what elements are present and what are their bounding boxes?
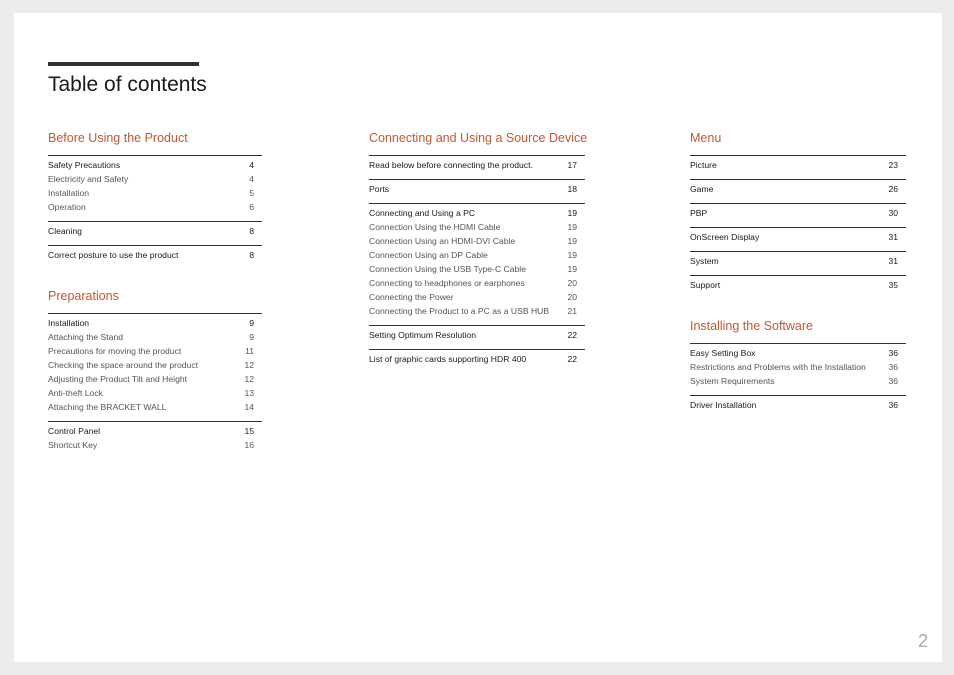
toc-entry-installation[interactable] — [48, 316, 262, 330]
toc-entry-page: 31 — [888, 232, 898, 242]
toc-entry-page: 22 — [567, 330, 577, 340]
toc-group — [690, 155, 906, 172]
toc-entry-label: System Requirements — [690, 376, 775, 386]
toc-entry-page: 19 — [567, 208, 577, 218]
page-number: 2 — [917, 631, 928, 651]
section-title: Installing the Software — [690, 319, 813, 333]
toc-entry-ports[interactable] — [369, 182, 585, 196]
toc-entry-page: 17 — [567, 160, 577, 170]
toc-group — [690, 343, 906, 388]
toc-entry-pbp[interactable] — [690, 206, 906, 220]
toc-entry-page: 11 — [245, 346, 254, 356]
toc-entry-connection-using-an-dp-cable[interactable] — [369, 248, 585, 262]
toc-entry-page: 19 — [567, 250, 577, 260]
toc-entry-label: Setting Optimum Resolution — [369, 330, 476, 340]
toc-entry-page: 31 — [888, 256, 898, 266]
toc-entry-electricity-and-safety[interactable] — [48, 172, 262, 186]
toc-entry-label: Operation — [48, 202, 86, 212]
toc-entry-support[interactable] — [690, 278, 906, 292]
toc-entry-label: Restrictions and Problems with the Installation — [690, 362, 866, 372]
toc-entry-page: 22 — [567, 354, 577, 364]
toc-entry-page: 14 — [244, 402, 254, 412]
toc-entry-label: Installation — [48, 188, 90, 198]
section-title: Before Using the Product — [48, 131, 188, 145]
toc-entry-page: 30 — [888, 208, 898, 218]
toc-group — [48, 155, 262, 214]
toc-section-before-using-the-product — [48, 130, 262, 262]
page-title: Table of contents — [48, 73, 207, 96]
toc-entry-label: Connection Using the HDMI Cable — [369, 222, 501, 232]
toc-entry-label: Driver Installation — [690, 400, 757, 410]
toc-entry-label: Connection Using an DP Cable — [369, 250, 488, 260]
toc-section-preparations — [48, 288, 262, 452]
toc-entry-label: Attaching the BRACKET WALL — [48, 402, 167, 412]
toc-group — [690, 179, 906, 196]
toc-entry-label: Connection Using an HDMI-DVI Cable — [369, 236, 516, 246]
section-title: Connecting and Using a Source Device — [369, 131, 588, 145]
toc-entry-label: Connecting and Using a PC — [369, 208, 476, 218]
toc-entry-attaching-the-stand[interactable] — [48, 330, 262, 344]
toc-entry-page: 12 — [244, 360, 254, 370]
toc-entry-label: Electricity and Safety — [48, 174, 129, 184]
toc-entry-connecting-the-product-to-a-pc-as-a-usb-hub[interactable] — [369, 304, 585, 318]
toc-entry-anti-theft-lock[interactable] — [48, 386, 262, 400]
toc-entry-label: List of graphic cards supporting HDR 400 — [369, 354, 527, 364]
toc-entry-shortcut-key[interactable] — [48, 438, 262, 452]
toc-entry-page: 4 — [249, 174, 254, 184]
toc-entry-page: 20 — [567, 292, 577, 302]
toc-entry-system-requirements[interactable] — [690, 374, 906, 388]
toc-entry-page: 36 — [888, 348, 898, 358]
toc-group — [48, 245, 262, 262]
toc-entry-page: 18 — [567, 184, 577, 194]
toc-entry-label: Adjusting the Product Tilt and Height — [48, 374, 188, 384]
toc-section-installing-the-software — [690, 318, 906, 412]
toc-group — [369, 155, 585, 172]
toc-entry-label: PBP — [690, 208, 708, 218]
toc-group — [48, 221, 262, 238]
toc-entry-label: Correct posture to use the product — [48, 250, 179, 260]
toc-entry-picture[interactable] — [690, 158, 906, 172]
toc-section-menu — [690, 130, 906, 292]
toc-entry-system[interactable] — [690, 254, 906, 268]
toc-entry-safety-precautions[interactable] — [48, 158, 262, 172]
toc-entry-page: 19 — [567, 264, 577, 274]
toc-entry-label: Ports — [369, 184, 390, 194]
toc-entry-connecting-the-power[interactable] — [369, 290, 585, 304]
toc-entry-page: 6 — [249, 202, 254, 212]
section-title: Preparations — [48, 289, 119, 303]
toc-entry-page: 8 — [249, 226, 254, 236]
toc-entry-page: 8 — [249, 250, 254, 260]
toc-entry-label: OnScreen Display — [690, 232, 760, 242]
toc-group — [690, 275, 906, 292]
toc-entry-control-panel[interactable] — [48, 424, 262, 438]
toc-entry-connection-using-the-usb-type-c-cable[interactable] — [369, 262, 585, 276]
toc-entry-correct-posture-to-use-the-product[interactable] — [48, 248, 262, 262]
toc-entry-page: 26 — [888, 184, 898, 194]
toc-entry-connection-using-an-hdmi-dvi-cable[interactable] — [369, 234, 585, 248]
toc-entry-connection-using-the-hdmi-cable[interactable] — [369, 220, 585, 234]
toc-entry-page: 20 — [567, 278, 577, 288]
toc-group — [369, 325, 585, 342]
toc-entry-label: Attaching the Stand — [48, 332, 124, 342]
toc-entry-restrictions-and-problems-with-the-installation[interactable] — [690, 360, 906, 374]
toc-entry-page: 23 — [888, 160, 898, 170]
toc-column-1 — [48, 130, 262, 478]
toc-column-3 — [690, 130, 906, 438]
toc-entry-page: 19 — [567, 222, 577, 232]
document-page — [14, 13, 942, 662]
toc-entry-adjusting-the-product-tilt-and-height[interactable] — [48, 372, 262, 386]
toc-entry-page: 13 — [244, 388, 254, 398]
toc-entry-label: Checking the space around the product — [48, 360, 199, 370]
toc-entry-label: Connecting the Power — [369, 292, 454, 302]
toc-entry-page: 36 — [888, 400, 898, 410]
toc-entry-list-of-graphic-cards-supporting-hdr-400[interactable] — [369, 352, 585, 366]
toc-entry-page: 9 — [249, 332, 254, 342]
toc-entry-label: Safety Precautions — [48, 160, 121, 170]
toc-section-connecting-and-using-a-source-device — [369, 130, 588, 366]
toc-entry-label: Easy Setting Box — [690, 348, 756, 358]
toc-entry-driver-installation[interactable] — [690, 398, 906, 412]
toc-entry-precautions-for-moving-the-product[interactable] — [48, 344, 262, 358]
toc-entry-cleaning[interactable] — [48, 224, 262, 238]
toc-group — [690, 395, 906, 412]
toc-entry-label: Installation — [48, 318, 90, 328]
toc-group — [48, 421, 262, 452]
toc-entry-connecting-to-headphones-or-earphones[interactable] — [369, 276, 585, 290]
toc-column-2 — [369, 130, 588, 392]
toc-entry-label: Support — [690, 280, 721, 290]
toc-entry-checking-the-space-around-the-product[interactable] — [48, 358, 262, 372]
toc-group — [690, 203, 906, 220]
toc-entry-installation[interactable] — [48, 186, 262, 200]
toc-entry-label: Read below before connecting the product. — [369, 160, 533, 170]
toc-entry-label: Precautions for moving the product — [48, 346, 182, 356]
toc-entry-label: Anti-theft Lock — [48, 388, 103, 398]
toc-entry-attaching-the-bracket-wall[interactable] — [48, 400, 262, 414]
toc-entry-page: 16 — [244, 440, 254, 450]
toc-group — [48, 313, 262, 414]
toc-group — [369, 203, 585, 318]
toc-entry-connecting-and-using-a-pc[interactable] — [369, 206, 585, 220]
toc-group — [690, 251, 906, 268]
toc-entry-page: 15 — [244, 426, 254, 436]
toc-entry-page: 4 — [249, 160, 254, 170]
toc-entry-onscreen-display[interactable] — [690, 230, 906, 244]
toc-group — [690, 227, 906, 244]
toc-entry-page: 5 — [249, 188, 254, 198]
toc-entry-label: Connecting the Product to a PC as a USB HUB — [369, 306, 550, 316]
toc-entry-label: Picture — [690, 160, 717, 170]
section-title: Menu — [690, 131, 722, 145]
toc-entry-page: 21 — [567, 306, 577, 316]
toc-entry-page: 36 — [888, 376, 898, 386]
toc-entry-label: Control Panel — [48, 426, 101, 436]
toc-entry-operation[interactable] — [48, 200, 262, 214]
toc-entry-label: System — [690, 256, 719, 266]
title-accent-bar — [48, 62, 199, 66]
toc-entry-easy-setting-box[interactable] — [690, 346, 906, 360]
toc-entry-label: Connecting to headphones or earphones — [369, 278, 525, 288]
toc-group — [369, 349, 585, 366]
toc-entry-label: Cleaning — [48, 226, 82, 236]
toc-entry-read-below-before-connecting-the-product[interactable] — [369, 158, 585, 172]
toc-entry-label: Shortcut Key — [48, 440, 98, 450]
toc-entry-page: 9 — [249, 318, 254, 328]
toc-entry-page: 12 — [244, 374, 254, 384]
toc-entry-page: 35 — [888, 280, 898, 290]
toc-group — [369, 179, 585, 196]
toc-entry-page: 36 — [888, 362, 898, 372]
toc-entry-label: Game — [690, 184, 714, 194]
toc-entry-label: Connection Using the USB Type-C Cable — [369, 264, 526, 274]
toc-entry-page: 19 — [567, 236, 577, 246]
toc-entry-game[interactable] — [690, 182, 906, 196]
toc-entry-setting-optimum-resolution[interactable] — [369, 328, 585, 342]
